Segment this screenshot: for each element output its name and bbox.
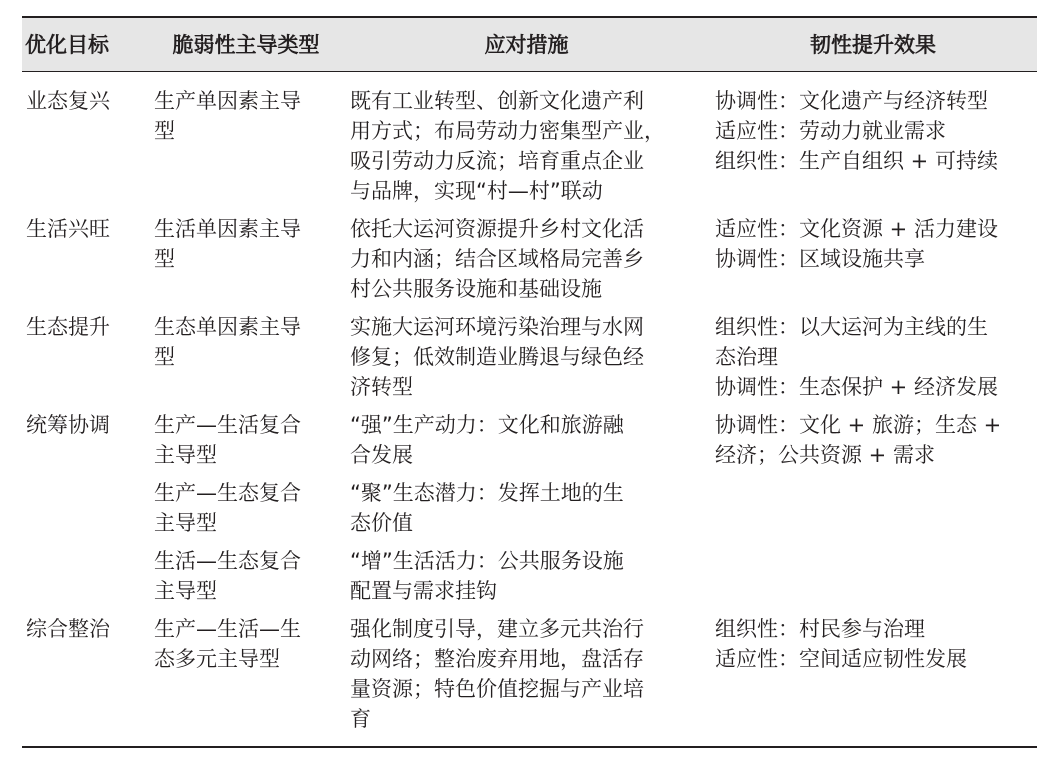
effects-cell [709,402,1037,606]
effects-line: 组织性：以大运河为主线的生 [715,315,988,339]
effects-cell [709,72,1037,207]
type-cell [148,538,344,606]
measures-cell [344,72,709,207]
effects-line: 协调性：区域设施共享 [715,247,925,271]
measures-line: “强”生产动力：文化和旅游融 [350,413,624,437]
goal-text: 生态提升 [26,315,110,339]
effects-line: 协调性：文化遗产与经济转型 [715,89,988,113]
header-vulnerability-type: 脆弱性主导类型 [172,32,320,57]
type-line: 生活—生态复合 [154,549,301,573]
goal-cell [22,304,148,402]
goal-text: 统筹协调 [26,413,110,437]
effects-cell [709,606,1037,747]
header-measures: 应对措施 [484,32,569,57]
table-row [22,402,1037,470]
measures-line: 合发展 [350,443,413,467]
type-line: 型 [154,119,175,143]
goal-cell [22,206,148,304]
measures-cell [344,304,709,402]
goal-text: 生活兴旺 [26,217,110,241]
type-line: 主导型 [154,511,217,535]
measures-line: 力和内涵；结合区域格局完善乡 [350,247,644,271]
measures-line: 动网络；整治废弃用地，盘活存 [350,647,644,671]
type-line: 生活单因素主导 [154,217,301,241]
goal-text: 业态复兴 [26,89,110,113]
measures-line: 态价值 [350,511,413,535]
effects-line: 协调性：生态保护 + 经济发展 [715,375,998,399]
type-cell [148,304,344,402]
effects-line: 适应性：空间适应韧性发展 [715,647,967,671]
type-cell [148,470,344,538]
measures-line: 与品牌，实现“村—村”联动 [350,179,603,203]
type-line: 主导型 [154,579,217,603]
table-row [22,304,1037,402]
measures-line: 依托大运河资源提升乡村文化活 [350,217,644,241]
measures-line: 既有工业转型、创新文化遗产利 [350,89,644,113]
type-line: 生态单因素主导 [154,315,301,339]
effects-line: 组织性：村民参与治理 [715,617,925,641]
measures-line: “聚”生态潜力：发挥土地的生 [350,481,624,505]
measures-cell [344,206,709,304]
type-line: 主导型 [154,443,217,467]
measures-cell [344,606,709,747]
type-line: 生产单因素主导 [154,89,301,113]
goal-cell [22,606,148,747]
header-row [22,17,1037,72]
effects-line: 适应性：文化资源 + 活力建设 [715,217,998,241]
effects-line: 组织性：生产自组织 + 可持续 [715,149,998,173]
table-row [22,72,1037,207]
type-line: 型 [154,345,175,369]
goal-cell [22,402,148,606]
effects-line: 适应性：劳动力就业需求 [715,119,946,143]
type-line: 生产—生态复合 [154,481,301,505]
effects-cell [709,206,1037,304]
type-cell [148,606,344,747]
table-row [22,206,1037,304]
measures-line: 吸引劳动力反流；培育重点企业 [350,149,644,173]
table-row [22,606,1037,747]
table-body [22,72,1037,748]
measures-line: 量资源；特色价值挖掘与产业培 [350,677,644,701]
header-goal: 优化目标 [25,32,109,57]
measures-line: 用方式；布局劳动力密集型产业， [350,119,665,143]
effects-line: 协调性：文化 + 旅游；生态 + [715,413,1002,437]
goal-text: 综合整治 [26,617,110,641]
type-line: 型 [154,247,175,271]
goal-cell [22,72,148,207]
type-cell [148,206,344,304]
type-line: 生产—生活—生 [154,617,301,641]
measures-cell [344,470,709,538]
measures-line: 济转型 [350,375,413,399]
measures-line: 实施大运河环境污染治理与水网 [350,315,644,339]
optimization-strategy-table [22,16,1037,748]
effects-line: 态治理 [715,345,778,369]
measures-cell [344,402,709,470]
type-cell [148,72,344,207]
type-line: 生产—生活复合 [154,413,301,437]
measures-line: 修复；低效制造业腾退与绿色经 [350,345,644,369]
measures-line: “增”生活活力：公共服务设施 [350,549,624,573]
type-cell [148,402,344,470]
effects-line: 经济；公共资源 + 需求 [715,443,935,467]
measures-cell [344,538,709,606]
table-header [22,17,1037,72]
measures-line: 育 [350,707,371,731]
measures-line: 强化制度引导，建立多元共治行 [350,617,644,641]
effects-cell [709,304,1037,402]
type-line: 态多元主导型 [154,647,280,671]
measures-line: 村公共服务设施和基础设施 [350,277,602,301]
measures-line: 配置与需求挂钩 [350,579,497,603]
header-resilience-effect: 韧性提升效果 [810,32,936,57]
